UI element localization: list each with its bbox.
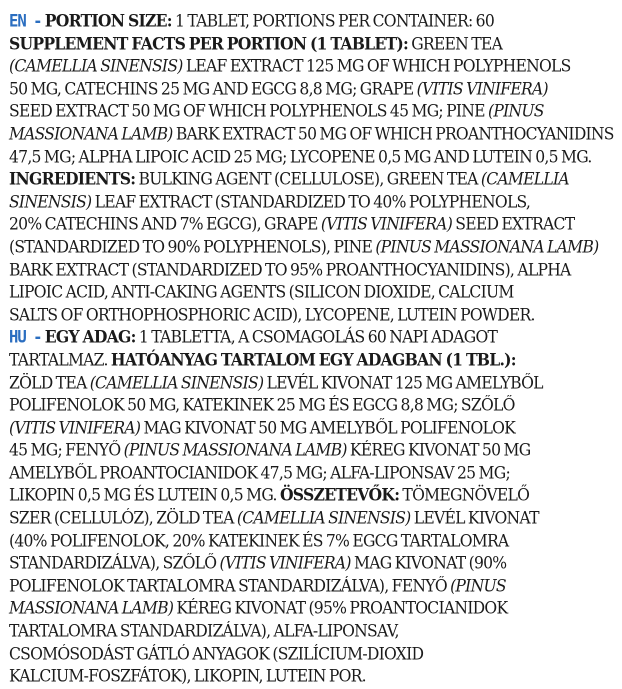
- latin-name: (CAMELLIA: [480, 169, 569, 189]
- hu-line-16: [9, 664, 614, 688]
- hu-line-13: [9, 597, 614, 621]
- en-text: BARK EXTRACT (STANDARDIZED TO 95% PROANTHOCYANIDINS), ALPHA: [9, 259, 571, 280]
- en-facts-label: SUPPLEMENT FACTS PER PORTION (1 TABLET):: [9, 32, 408, 54]
- hu-text: POLIFENOLOK TARTALOMRA STANDARDIZÁLVA), FENYŐ: [9, 576, 447, 596]
- hu-line-12: [9, 574, 614, 598]
- en-line-2: [9, 32, 614, 56]
- en-text: (STANDARDIZED TO 90% POLYPHENOLS), PINE: [9, 237, 373, 257]
- en-line-10: [9, 212, 614, 236]
- en-text: LEAF EXTRACT (STANDARDIZED TO 40% POLYPHENOLS,: [94, 192, 531, 212]
- en-line-7: [9, 145, 614, 169]
- hu-line-6: [9, 438, 614, 462]
- latin-name: MASSIONANA LAMB): [9, 598, 174, 619]
- en-line-4: [9, 77, 614, 101]
- en-ingredients-label: INGREDIENTS:: [9, 168, 136, 189]
- latin-name: (PINUS MASSIONANA LAMB): [375, 237, 599, 257]
- hu-line-15: [9, 642, 614, 666]
- en-line-13: [9, 280, 614, 304]
- hu-ingredients-label: ÖSSZETEVŐK:: [279, 484, 400, 506]
- en-text: LEAF EXTRACT 125 MG OF WHICH POLYPHENOLS: [185, 56, 571, 76]
- hu-text: ZÖLD TEA: [9, 372, 87, 393]
- hu-line-4: [9, 393, 614, 417]
- hu-text: TARTALOMRA STANDARDIZÁLVA), ALFA-LIPONSAV,: [9, 621, 399, 641]
- hu-text: CSOMÓSODÁST GÁTLÓ ANYAGOK (SZILÍCIUM-DIOXID: [9, 643, 424, 664]
- latin-name: (VITIS VINIFERA): [219, 553, 351, 573]
- hu-text: POLIFENOLOK 50 MG, KATEKINEK 25 MG ÉS EGCG 8,8 MG; SZŐLŐ: [9, 395, 515, 415]
- hu-line-10: [9, 529, 614, 553]
- hu-text: LIKOPIN 0,5 MG ÉS LUTEIN 0,5 MG.: [9, 485, 277, 506]
- latin-name: (PINUS MASSIONANA LAMB): [123, 440, 347, 460]
- en-line-8: [9, 167, 614, 191]
- en-text: LIPOIC ACID, ANTI-CAKING AGENTS (SILICON DIOXIDE, CALCIUM: [9, 282, 514, 302]
- en-line-11: [9, 235, 614, 259]
- latin-name: (VITIS VINIFERA): [320, 214, 453, 235]
- lang-code-en: EN -: [9, 11, 42, 31]
- hu-text: LEVÉL KIVONAT 125 MG AMELYBŐL: [266, 372, 543, 393]
- en-line-5: [9, 99, 614, 123]
- hu-text: KÉREG KIVONAT (95% PROANTOCIANIDOK: [176, 598, 508, 619]
- en-line-6: [9, 122, 612, 146]
- hu-line-8: [9, 484, 614, 508]
- en-text: 20% CATECHINS AND 7% EGCG), GRAPE: [9, 214, 318, 235]
- en-line-12: [9, 258, 614, 282]
- lang-code-hu: HU -: [9, 327, 42, 348]
- hu-line-5: [9, 416, 614, 440]
- hu-line-11: [9, 551, 614, 575]
- hu-facts-label: HATÓANYAG TARTALOM EGY ADAGBAN (1 TBL.):: [110, 349, 516, 370]
- hu-text: TARTALMAZ.: [9, 350, 108, 370]
- hu-text: LEVÉL KIVONAT: [413, 508, 539, 528]
- latin-name: (VITIS VINIFERA): [416, 79, 548, 99]
- hu-text: KÉREG KIVONAT 50 MG: [349, 440, 531, 460]
- en-line-14: [9, 303, 614, 327]
- en-line-3: [9, 54, 614, 78]
- hu-text: AMELYBŐL PROANTOCIANIDOK 47,5 MG; ALFA-LIPONSAV 25 MG;: [9, 463, 510, 483]
- en-portion-label: PORTION SIZE:: [44, 10, 172, 31]
- hu-line-1: [9, 325, 614, 349]
- hu-portion-label: EGY ADAG:: [44, 326, 136, 348]
- latin-name: (VITIS VINIFERA): [9, 417, 141, 438]
- en-text: SEED EXTRACT: [455, 214, 575, 235]
- hu-text: 45 MG; FENYŐ: [9, 440, 121, 460]
- en-text: BULKING AGENT (CELLULOSE), GREEN TEA: [138, 169, 478, 189]
- en-text: BARK EXTRACT 50 MG OF WHICH PROANTHOCYANIDINS: [175, 124, 614, 144]
- en-line-9: [9, 190, 614, 214]
- hu-line-2: [9, 348, 614, 372]
- en-text: 50 MG, CATECHINS 25 MG AND EGCG 8,8 MG; GRAPE: [9, 79, 414, 99]
- en-portion-value: 1 TABLET, PORTIONS PER CONTAINER: 60: [175, 11, 495, 31]
- latin-name: (CAMELLIA SINENSIS): [89, 372, 264, 393]
- en-text: SALTS OF ORTHOPHOSPHORIC ACID), LYCOPENE, LUTEIN POWDER.: [9, 304, 535, 325]
- hu-text: MAG KIVONAT (90%: [353, 553, 507, 573]
- latin-name: (CAMELLIA SINENSIS): [236, 508, 411, 528]
- hu-line-3: [9, 371, 614, 395]
- hu-line-7: [9, 461, 614, 485]
- latin-name: SINENSIS): [9, 192, 92, 212]
- latin-name: (CAMELLIA SINENSIS): [9, 56, 183, 76]
- hu-line-14: [9, 619, 614, 643]
- hu-text: KALCIUM-FOSZFÁTOK), LIKOPIN, LUTEIN POR.: [9, 666, 366, 686]
- hu-text: (40% POLIFENOLOK, 20% KATEKINEK ÉS 7% EGCG TARTALOMRA: [9, 530, 509, 551]
- hu-line-9: [9, 506, 614, 530]
- latin-name: (PINUS: [450, 576, 506, 596]
- en-text: 47,5 MG; ALPHA LIPOIC ACID 25 MG; LYCOPENE 0,5 MG AND LUTEIN 0,5 MG.: [9, 146, 592, 167]
- hu-text: 1 TABLETTA, A CSOMAGOLÁS 60 NAPI ADAGOT: [138, 327, 498, 348]
- latin-name: MASSIONANA LAMB): [9, 124, 173, 144]
- en-text: SEED EXTRACT 50 MG OF WHICH POLYPHENOLS 45 MG; PINE: [9, 101, 485, 122]
- hu-text: SZER (CELLULÓZ), ZÖLD TEA: [9, 508, 234, 528]
- en-text: GREEN TEA: [411, 33, 503, 54]
- hu-text: TÖMEGNÖVELŐ: [402, 485, 530, 506]
- hu-text: STANDARDIZÁLVA), SZŐLŐ: [9, 553, 217, 573]
- latin-name: (PINUS: [488, 101, 544, 122]
- en-line-1: [9, 9, 614, 33]
- hu-text: MAG KIVONAT 50 MG AMELYBŐL POLIFENOLOK: [143, 417, 516, 438]
